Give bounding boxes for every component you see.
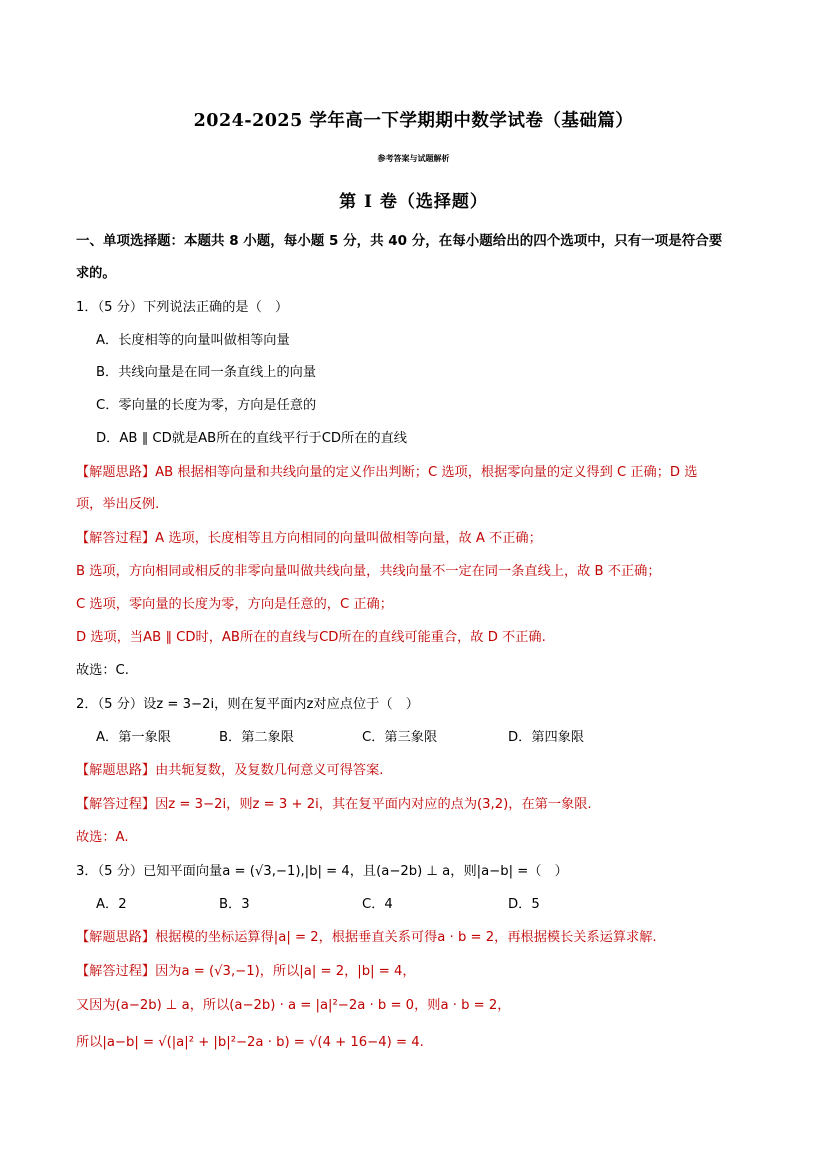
- q3-option-a: A．2: [96, 897, 127, 912]
- instructions-line-2: 求的。: [76, 266, 116, 281]
- q3-process-line: 所以|a−b| = √(|a|² + |b|²−2a · b) = √(4 + 16−4) = 4.: [76, 1035, 424, 1050]
- q2-option-a: A．第一象限: [96, 730, 171, 745]
- q1-option-b: B．共线向量是在同一条直线上的向量: [96, 365, 317, 380]
- q1-process-line: C 选项，零向量的长度为零，方向是任意的，C 正确；: [76, 597, 393, 612]
- q3-option-c: C．4: [362, 897, 393, 912]
- section-heading: 第 I 卷（选择题）: [339, 192, 488, 212]
- q3-idea: 【解题思路】根据模的坐标运算得|a| = 2，根据垂直关系可得a · b = 2，再根据模长关系运算求解.: [76, 930, 657, 945]
- q2-process: 【解答过程】因z = 3−2i，则z = 3 + 2i，其在复平面内对应的点为(3,2)，在第一象限.: [76, 797, 592, 812]
- q3-option-d: D．5: [508, 897, 540, 912]
- q1-option-d: D．AB ∥ CD就是AB所在的直线平行于CD所在的直线: [96, 431, 407, 446]
- q1-idea-line-1: 【解题思路】AB 根据相等向量和共线向量的定义作出判断；C 选项，根据零向量的定义得到 C 正确；D 选: [76, 465, 698, 480]
- page-title: 2024-2025 学年高一下学期期中数学试卷（基础篇）: [193, 111, 634, 131]
- q2-answer: 故选：A.: [76, 830, 129, 845]
- q2-option-b: B．第二象限: [219, 730, 294, 745]
- q3-process-line: 又因为(a−2b) ⊥ a，所以(a−2b) · a = |a|²−2a · b = 0，则a · b = 2，: [76, 998, 511, 1013]
- page-subtitle: 参考答案与试题解析: [377, 154, 450, 163]
- q2-stem: 2．（5 分）设z = 3−2i，则在复平面内z对应点位于（ ）: [76, 697, 419, 712]
- q2-option-c: C．第三象限: [362, 730, 438, 745]
- q1-process-line: B 选项，方向相同或相反的非零向量叫做共线向量，共线向量不一定在同一条直线上，故 B 不正确；: [76, 564, 661, 579]
- q3-stem: 3．（5 分）已知平面向量a = (√3,−1),|b| = 4，且(a−2b) ⊥ a，则|a−b| =（ ）: [76, 864, 568, 879]
- q1-process-line: 【解答过程】A 选项，长度相等且方向相同的向量叫做相等向量，故 A 不正确；: [76, 531, 542, 546]
- q2-idea: 【解题思路】由共轭复数，及复数几何意义可得答案.: [76, 763, 384, 778]
- q1-option-a: A．长度相等的向量叫做相等向量: [96, 333, 290, 348]
- q3-option-b: B．3: [219, 897, 250, 912]
- q1-option-c: C．零向量的长度为零，方向是任意的: [96, 398, 317, 413]
- q2-option-d: D．第四象限: [508, 730, 585, 745]
- q1-answer: 故选：C.: [76, 663, 129, 678]
- instructions-line-1: 一、单项选择题：本题共 8 小题，每小题 5 分，共 40 分，在每小题给出的四个选项中，只有一项是符合要: [76, 233, 723, 249]
- q3-process-line: 【解答过程】因为a = (√3,−1)，所以|a| = 2，|b| = 4，: [76, 964, 416, 979]
- q1-idea-line-2: 项，举出反例.: [76, 497, 160, 512]
- q1-stem: 1．（5 分）下列说法正确的是（ ）: [76, 300, 289, 315]
- q1-process-line: D 选项，当AB ∥ CD时，AB所在的直线与CD所在的直线可能重合，故 D 不正确.: [76, 630, 546, 645]
